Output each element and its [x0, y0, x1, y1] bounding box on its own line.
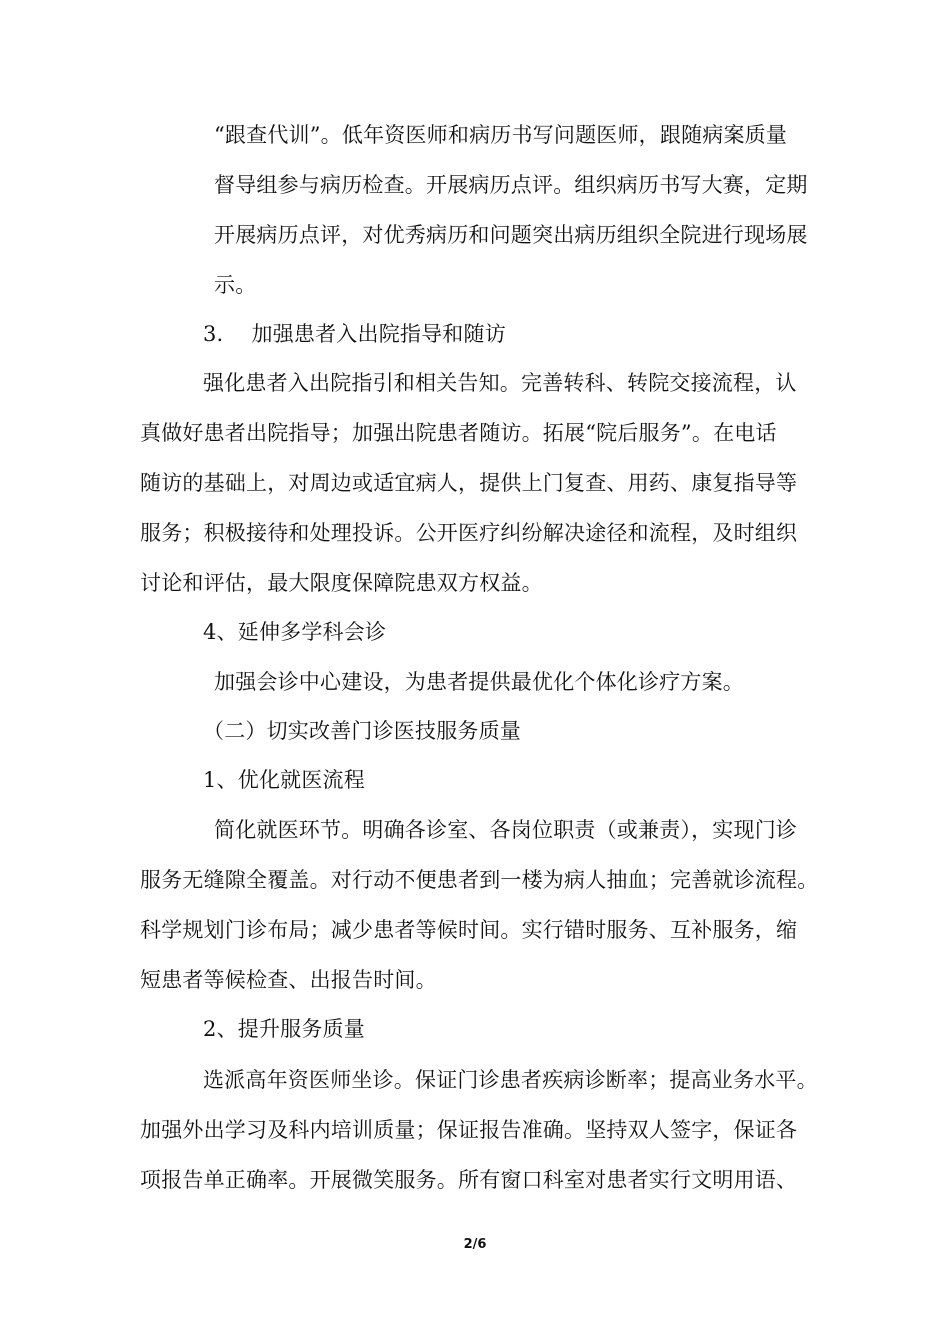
section-heading: 2、提升服务质量	[203, 1017, 365, 1041]
text-line: 强化患者入出院指引和相关告知。完善转科、转院交接流程，认	[203, 371, 797, 395]
text-line: 示。	[214, 273, 257, 297]
text-line: 真做好患者出院指导；加强出院患者随访。拓展“院后服务”。在电话	[140, 421, 777, 445]
text-line: 开展病历点评，对优秀病历和问题突出病历组织全院进行现场展	[214, 223, 808, 247]
text-line: 随访的基础上，对周边或适宜病人，提供上门复查、用药、康复指导等	[140, 471, 798, 495]
text-line: 加强外出学习及科内培训质量；保证报告准确。坚持双人签字，保证各	[140, 1118, 798, 1142]
text-line: 服务无缝隙全覆盖。对行动不便患者到一楼为病人抽血；完善就诊流程。	[140, 868, 819, 892]
section-heading: 1、优化就医流程	[203, 768, 365, 792]
text-line: 短患者等候检查、出报告时间。	[140, 968, 437, 992]
text-line: 项报告单正确率。开展微笑服务。所有窗口科室对患者实行文明用语、	[140, 1168, 798, 1192]
text-line: 选派高年资医师坐诊。保证门诊患者疾病诊断率；提高业务水平。	[203, 1068, 818, 1092]
text-line: 督导组参与病历检查。开展病历点评。组织病历书写大赛，定期	[214, 173, 808, 197]
text-line: 简化就医环节。明确各诊室、各岗位职责（或兼责），实现门诊	[214, 818, 798, 842]
page-number: 2/6	[463, 1237, 487, 1252]
text-line: 加强会诊中心建设，为患者提供最优化个体化诊疗方案。	[214, 670, 744, 694]
section-heading: 3. 加强患者入出院指导和随访	[203, 322, 506, 346]
text-line: 讨论和评估，最大限度保障院患双方权益。	[140, 571, 543, 595]
text-line: “跟查代训”。低年资医师和病历书写问题医师，跟随病案质量	[214, 123, 788, 147]
text-line: 服务；积极接待和处理投诉。公开医疗纠纷解决途径和流程，及时组织	[140, 521, 798, 545]
section-heading: （二）切实改善门诊医技服务质量	[203, 719, 521, 743]
text-line: 科学规划门诊布局；减少患者等候时间。实行错时服务、互补服务，缩	[140, 918, 798, 942]
section-heading: 4、延伸多学科会诊	[203, 620, 387, 644]
